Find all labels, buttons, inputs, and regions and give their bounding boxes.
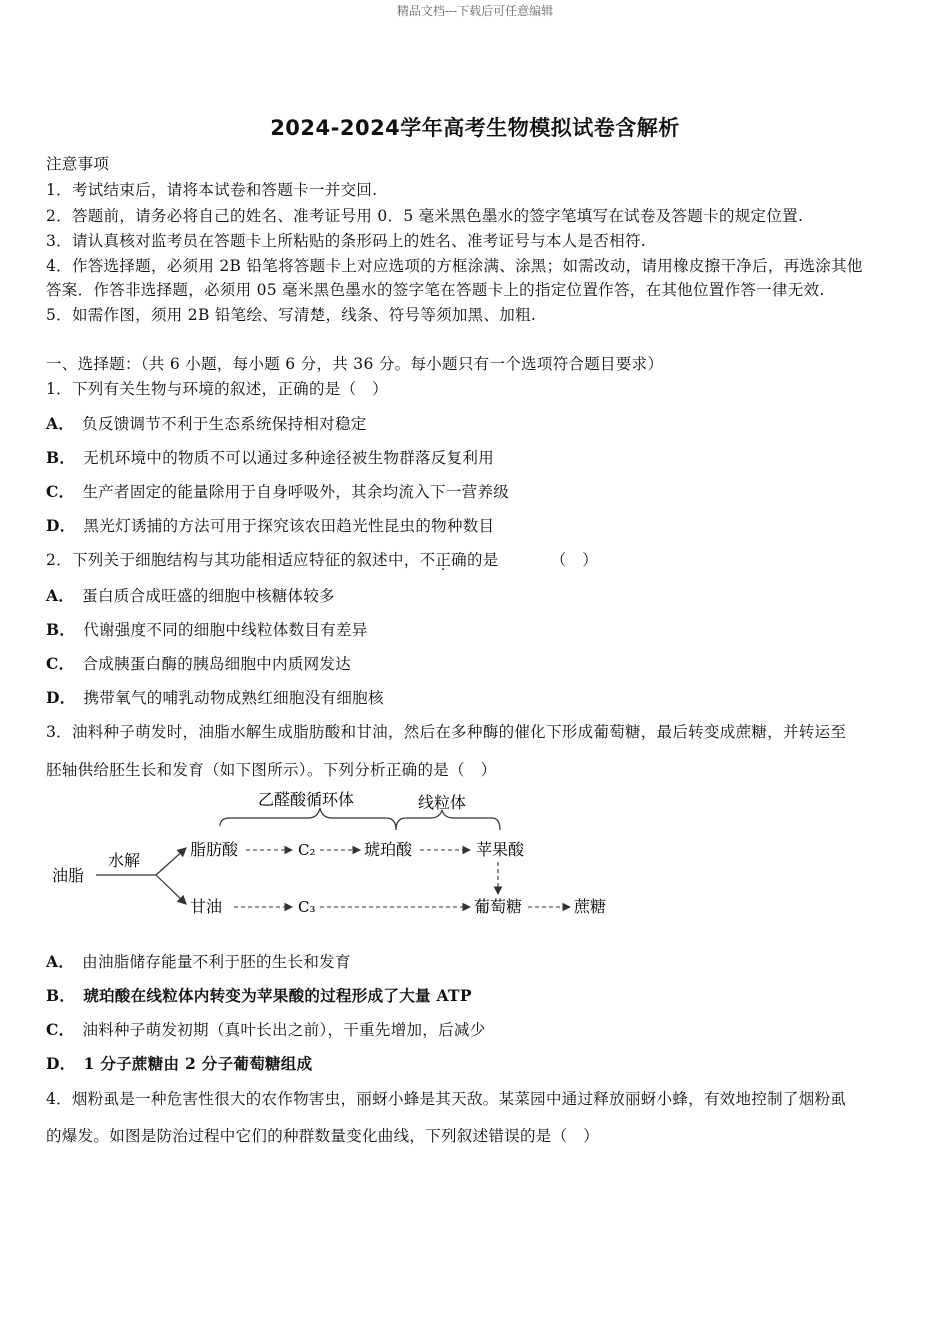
option-label: D． [46,688,76,707]
option-label: A． [46,414,75,433]
q2-option-d [46,686,906,708]
label-mito: 线粒体 [418,793,467,812]
q1-option-b [46,446,906,468]
option-text: 无机环境中的物质不可以通过多种途径被生物群落反复利用 [83,449,495,467]
notice-item: 5．如需作图，须用 2B 铅笔绘、写清楚，线条、符号等须加黑、加粗. [46,306,537,324]
node-fatty-acid: 脂肪酸 [190,840,239,859]
option-text: 合成胰蛋白酶的胰岛细胞中内质网发达 [82,655,352,673]
option-text: 代谢强度不同的细胞中线粒体数目有差异 [83,621,368,639]
option-label: D． [46,516,76,535]
q3-option-a [46,950,906,972]
notice-item: 2．答题前，请务必将自己的姓名、准考证号用 0．5 毫米黑色墨水的签字笔填写在试卷及答题卡的规定位置. [46,207,804,225]
label-hydrolysis: 水解 [108,851,141,870]
q1-option-d [46,514,906,536]
option-text: 由油脂储存能量不利于胚的生长和发育 [82,953,351,971]
stem-part: 2．下列关于细胞结构与其功能相适应特征的叙述中， [46,551,420,569]
stem-part: 的是 [466,551,499,569]
question-3-stem: 胚轴供给胚生长和发育（如下图所示）。下列分析正确的是（ ） [46,761,497,779]
notice-item: 4．作答选择题，必须用 2B 铅笔将答题卡上对应选项的方框涂满、涂黑；如需改动，请用橡皮擦干净后，再选涂其他 [46,257,863,275]
option-text: 携带氧气的哺乳动物成熟红细胞没有细胞核 [83,689,384,707]
option-label: B． [46,620,76,639]
option-label: B． [46,448,76,467]
q2-option-b [46,618,906,640]
question-4-stem: 4．烟粉虱是一种危害性很大的农作物害虫，丽蚜小蜂是其天敌。某菜园中通过释放丽蚜小蜂，有效地控制了烟粉虱 [46,1090,847,1108]
page-title: 2024-2024学年高考生物模拟试卷含解析 [270,116,680,140]
option-label: A． [46,952,75,971]
option-text: 琥珀酸在线粒体内转变为苹果酸的过程形成了大量 ATP [83,986,472,1005]
option-label: C． [46,1020,75,1039]
node-sucrose: 蔗糖 [574,897,607,916]
option-text: 1 分子蔗糖由 2 分子葡萄糖组成 [83,1054,313,1073]
option-label: C． [46,482,75,501]
node-glucose: 葡萄糖 [474,897,523,916]
label-cycle: 乙醛酸循环体 [258,790,355,809]
question-3-stem: 3．油料种子萌发时，油脂水解生成脂肪酸和甘油，然后在多种酶的催化下形成葡萄糖，最后转变成蔗糖，并转运至 [46,723,847,741]
node-c3: C₃ [298,898,316,916]
section-heading: 一、选择题：（共 6 小题，每小题 6 分，共 36 分。每小题只有一个选项符合题目要求） [46,355,664,373]
question-2-stem [46,548,906,570]
q1-option-c [46,480,906,502]
brace-cycle [220,808,396,830]
option-label: C． [46,654,75,673]
option-text: 蛋白质合成旺盛的细胞中核糖体较多 [82,587,335,605]
option-label: B． [46,986,76,1005]
question-1-stem: 1．下列有关生物与环境的叙述，正确的是（ ） [46,380,388,398]
notice-item: 答案．作答非选择题，必须用 05 毫米黑色墨水的签字笔在答题卡上的指定位置作答，在其他位置作答一律无效. [46,281,825,299]
notice-item: 1．考试结束后，请将本试卷和答题卡一并交回. [46,181,378,199]
q3-option-b [46,984,906,1006]
node-oil: 油脂 [52,866,85,885]
answer-paren: （ ） [550,551,598,569]
node-glycerol: 甘油 [190,897,223,916]
option-text: 生产者固定的能量除用于自身呼吸外，其余均流入下一营养级 [82,483,510,501]
node-succinate: 琥珀酸 [364,840,413,859]
q3-option-d [46,1052,906,1074]
option-label: D． [46,1054,76,1073]
brace-mito [396,810,500,830]
q1-option-a [46,412,906,434]
q2-option-c [46,652,906,674]
notice-item: 3．请认真核对监考员在答题卡上所粘贴的条形码上的姓名、准考证号与本人是否相符. [46,232,646,250]
question-4-stem: 的爆发。如图是防治过程中它们的种群数量变化曲线，下列叙述错误的是（ ） [46,1127,600,1145]
option-text: 负反馈调节不利于生态系统保持相对稳定 [82,415,367,433]
metabolism-diagram [46,786,626,926]
option-text: 油料种子萌发初期（真叶长出之前），干重先增加，后减少 [82,1021,486,1039]
node-c2: C₂ [298,841,316,859]
node-malate: 苹果酸 [476,840,525,859]
notice-heading: 注意事项 [46,155,110,173]
option-text: 黑光灯诱捕的方法可用于探究该农田趋光性昆虫的物种数目 [83,517,495,535]
q2-option-a [46,584,906,606]
emphasis-text: 不正确 [419,551,467,569]
q3-option-c [46,1018,906,1040]
option-label: A． [46,586,75,605]
page-header: 精品文档---下载后可任意编辑 [396,4,554,18]
